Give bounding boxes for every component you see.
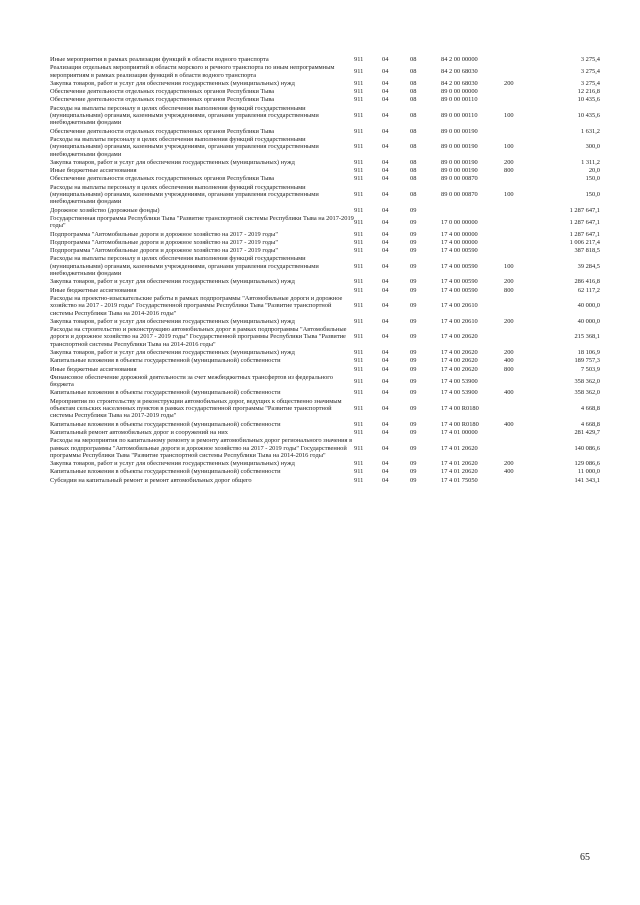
expense-type-cell: 200 — [504, 158, 514, 166]
subsection-code-cell: 08 — [410, 158, 417, 166]
expense-name-cell: Расходы на проектно-изыскательские работы в рамках подпрограммы "Автомобильные дороги и дорожное хозяйство на 2017 - 2019 годы" Государственной программы Республики Тыва "Развитие транспортной системы Республики Тыва на 2014-2016 годы" — [50, 294, 343, 317]
subsection-code-cell: 09 — [410, 278, 417, 286]
amount-cell: 1 631,2 — [580, 127, 600, 135]
subsection-code-cell: 09 — [410, 377, 417, 385]
expense-type-cell: 400 — [504, 420, 514, 428]
section-code-cell: 04 — [382, 278, 389, 286]
table-row — [50, 278, 600, 286]
expense-name-cell: Иные бюджетные ассигнования — [50, 286, 137, 294]
target-article-cell: 17 4 00 00590 — [441, 278, 478, 286]
table-row — [50, 318, 600, 326]
expense-name-cell: Расходы на мероприятия по капитальному ремонту и ремонту автомобильных дорог регионального значения в рамках подпрограммы "Автомобильные дороги и дорожное хозяйство на 2017 - 2019 годы" Государственной программы Республики Тыва "Развитие транспортной системы Республики Тыва на 2014-2016 годы" — [50, 437, 353, 459]
expense-name-cell: Иные мероприятия в рамках реализации функций в области водного транспорта — [50, 56, 269, 63]
table-row — [50, 167, 600, 175]
subsection-code-cell: 09 — [410, 302, 417, 310]
amount-cell: 215 368,1 — [574, 333, 600, 341]
target-article-cell: 17 4 00 00000 — [441, 230, 478, 238]
amount-cell: 189 757,3 — [574, 357, 600, 365]
section-code-cell: 04 — [382, 476, 389, 484]
target-article-cell: 89 0 00 00870 — [441, 191, 478, 199]
subsection-code-cell: 08 — [410, 56, 417, 63]
expense-name-cell: Государственная программа Республики Тыва "Развитие транспортной системы Республики Тыва на 2017-2019 годы" — [50, 214, 354, 230]
expense-name-cell: Закупка товаров, работ и услуг для обеспечения государственных (муниципальных) нужд — [50, 158, 295, 166]
target-article-cell: 89 0 00 00190 — [441, 127, 478, 135]
department-code-cell: 911 — [354, 348, 364, 356]
subsection-code-cell: 08 — [410, 175, 417, 183]
section-code-cell: 04 — [382, 56, 389, 63]
expense-name-cell: Закупка товаров, работ и услуг для обеспечения государственных (муниципальных) нужд — [50, 278, 295, 286]
subsection-code-cell: 09 — [410, 405, 417, 413]
department-code-cell: 911 — [354, 428, 364, 436]
table-row — [50, 287, 600, 295]
expense-type-cell — [504, 96, 540, 104]
target-article-cell: 17 4 00 20620 — [441, 333, 478, 341]
expense-name-cell: Обеспечение деятельности отдельных государственных органов Республики Тыва — [50, 88, 275, 96]
department-code-cell: 911 — [354, 278, 364, 286]
expense-name-cell: Капитальные вложения в объекты государственной (муниципальной) собственности — [50, 389, 281, 397]
section-code-cell: 04 — [382, 420, 389, 428]
target-article-cell: 89 0 00 00190 — [441, 167, 478, 175]
subsection-code-cell: 09 — [410, 218, 417, 226]
target-article-cell: 17 4 00 20610 — [441, 317, 478, 325]
table-row — [50, 366, 600, 374]
target-article-cell: 17 4 01 20620 — [441, 460, 478, 468]
target-article-cell: 17 4 00 R0180 — [441, 420, 479, 428]
subsection-code-cell: 08 — [410, 88, 417, 96]
department-code-cell: 911 — [354, 460, 364, 468]
table-row — [50, 207, 600, 215]
section-code-cell: 04 — [382, 191, 389, 199]
expense-name-cell: Расходы на выплаты персоналу в целях обеспечения выполнения функций государственными (муниципальными) органами, казенными учреждениями, органами управления государственными внебюджетными фондами — [50, 183, 319, 206]
target-article-cell: 84 2 00 68030 — [441, 79, 478, 87]
amount-cell: 358 362,0 — [574, 389, 600, 397]
subsection-code-cell: 09 — [410, 468, 417, 476]
subsection-code-cell: 09 — [410, 206, 417, 214]
expense-type-cell — [504, 56, 540, 64]
section-code-cell: 04 — [382, 357, 389, 365]
expense-type-cell — [504, 326, 540, 349]
table-row — [50, 326, 600, 349]
target-article-cell: 17 4 00 00000 — [441, 238, 478, 246]
amount-cell: 286 416,8 — [574, 278, 600, 286]
expense-type-cell: 400 — [504, 468, 514, 476]
section-code-cell: 04 — [382, 405, 389, 413]
target-article-cell: 17 4 00 R0180 — [441, 405, 479, 413]
section-code-cell: 04 — [382, 143, 389, 151]
expense-type-cell: 200 — [504, 278, 514, 286]
amount-cell: 40 000,0 — [577, 317, 600, 325]
table-row — [50, 389, 600, 397]
department-code-cell: 911 — [354, 112, 364, 120]
amount-cell: 10 435,6 — [577, 112, 600, 120]
department-code-cell: 911 — [354, 127, 364, 135]
section-code-cell: 04 — [382, 79, 389, 87]
table-row — [50, 357, 600, 365]
subsection-code-cell: 08 — [410, 79, 417, 87]
amount-cell: 387 818,5 — [574, 247, 600, 255]
target-article-cell: 84 2 00 00000 — [441, 56, 478, 63]
expense-type-cell — [504, 88, 540, 96]
subsection-code-cell: 09 — [410, 286, 417, 294]
amount-cell: 150,0 — [585, 175, 600, 183]
department-code-cell: 911 — [354, 175, 364, 183]
amount-cell: 1 311,2 — [581, 158, 600, 166]
table-row — [50, 468, 600, 476]
target-article-cell: 17 4 00 20620 — [441, 348, 478, 356]
section-code-cell: 04 — [382, 317, 389, 325]
subsection-code-cell: 09 — [410, 262, 417, 270]
amount-cell: 141 343,1 — [574, 476, 600, 484]
department-code-cell: 911 — [354, 238, 364, 246]
expense-type-cell: 200 — [504, 348, 514, 356]
expense-type-cell — [504, 239, 540, 247]
expense-name-cell: Расходы на выплаты персоналу в целях обеспечения выполнения функций государственными (муниципальными) органами, казенными учреждениями, органами управления государственными внебюджетными фондами — [50, 104, 319, 127]
expense-name-cell: Субсидии на капитальный ремонт и ремонт автомобильных дорог общего — [50, 476, 252, 484]
budget-table — [50, 56, 600, 485]
department-code-cell: 911 — [354, 247, 364, 255]
table-row — [50, 159, 600, 167]
table-row — [50, 128, 600, 136]
subsection-code-cell: 09 — [410, 444, 417, 452]
budget-rows — [50, 56, 600, 485]
table-row — [50, 295, 600, 318]
subsection-code-cell: 08 — [410, 191, 417, 199]
section-code-cell: 04 — [382, 365, 389, 373]
department-code-cell: 911 — [354, 158, 364, 166]
table-row — [50, 374, 600, 390]
target-article-cell: 17 0 00 00000 — [441, 218, 478, 226]
amount-cell: 7 503,9 — [580, 365, 600, 373]
target-article-cell: 17 4 00 20620 — [441, 357, 478, 365]
department-code-cell: 911 — [354, 230, 364, 238]
expense-name-cell: Расходы на строительство и реконструкцию автомобильных дорог в рамках подпрограммы "Автомобильные дороги и дорожное хозяйство на 2017 - 2019 годы" Государственной программы Республики Тыва "Развитие транспортной системы Республики Тыва на 2014-2016 годы" — [50, 326, 347, 348]
expense-type-cell — [504, 247, 540, 255]
section-code-cell: 04 — [382, 333, 389, 341]
target-article-cell: 17 4 01 75050 — [441, 476, 478, 484]
amount-cell: 40 000,0 — [577, 302, 600, 310]
section-code-cell: 04 — [382, 230, 389, 238]
table-row — [50, 421, 600, 429]
expense-name-cell: Финансовое обеспечение дорожной деятельности за счет межбюджетных трансфертов из федерального бюджета — [50, 373, 333, 389]
department-code-cell: 911 — [354, 191, 364, 199]
expense-type-cell — [504, 231, 540, 239]
expense-name-cell: Капитальные вложения в объекты государственной (муниципальной) собственности — [50, 468, 281, 476]
expense-name-cell: Капитальные вложения в объекты государственной (муниципальной) собственности — [50, 420, 281, 428]
amount-cell: 1 287 647,1 — [569, 218, 600, 226]
target-article-cell: 17 4 00 20620 — [441, 365, 478, 373]
expense-name-cell: Подпрограмма "Автомобильные дороги и дорожное хозяйство на 2017 - 2019 годы" — [50, 230, 278, 238]
expense-type-cell: 800 — [504, 365, 514, 373]
table-row — [50, 239, 600, 247]
table-row — [50, 460, 600, 468]
expense-type-cell: 800 — [504, 167, 514, 175]
subsection-code-cell: 09 — [410, 357, 417, 365]
department-code-cell: 911 — [354, 262, 364, 270]
department-code-cell: 911 — [354, 96, 364, 104]
department-code-cell: 911 — [354, 206, 364, 214]
amount-cell: 20,0 — [588, 167, 600, 175]
amount-cell: 62 117,2 — [577, 286, 600, 294]
expense-name-cell: Закупка товаров, работ и услуг для обеспечения государственных (муниципальных) нужд — [50, 460, 295, 468]
expense-name-cell: Капитальные вложения в объекты государственной (муниципальной) собственности — [50, 357, 281, 365]
department-code-cell: 911 — [354, 333, 364, 341]
amount-cell: 129 086,6 — [574, 460, 600, 468]
table-row — [50, 105, 600, 128]
target-article-cell: 17 4 00 00590 — [441, 286, 478, 294]
table-row — [50, 184, 600, 207]
expense-name-cell: Дорожное хозяйство (дорожные фонды) — [50, 206, 160, 214]
expense-type-cell: 400 — [504, 357, 514, 365]
department-code-cell: 911 — [354, 444, 364, 452]
section-code-cell: 04 — [382, 460, 389, 468]
section-code-cell: 04 — [382, 96, 389, 104]
target-article-cell: 89 0 00 00110 — [441, 96, 478, 104]
table-row — [50, 215, 600, 231]
section-code-cell: 04 — [382, 389, 389, 397]
expense-type-cell — [504, 295, 540, 318]
table-row — [50, 477, 600, 485]
section-code-cell: 04 — [382, 88, 389, 96]
expense-type-cell: 200 — [504, 317, 514, 325]
target-article-cell: 17 4 01 20620 — [441, 444, 478, 452]
target-article-cell: 17 4 01 20620 — [441, 468, 478, 476]
expense-name-cell: Подпрограмма "Автомобильные дороги и дорожное хозяйство на 2017 - 2019 годы" — [50, 247, 278, 255]
table-row — [50, 398, 600, 421]
expense-type-cell — [504, 207, 540, 215]
target-article-cell: 17 4 01 00000 — [441, 428, 478, 436]
table-row — [50, 80, 600, 88]
target-article-cell: 17 4 00 00590 — [441, 262, 478, 270]
expense-name-cell: Обеспечение деятельности отдельных государственных органов Республики Тыва — [50, 127, 275, 135]
expense-name-cell: Иные бюджетные ассигнования — [50, 167, 137, 175]
department-code-cell: 911 — [354, 56, 364, 63]
amount-cell: 3 275,4 — [580, 67, 600, 75]
department-code-cell: 911 — [354, 468, 364, 476]
table-row — [50, 56, 600, 64]
table-row — [50, 136, 600, 159]
expense-type-cell — [504, 477, 540, 485]
amount-cell: 3 275,4 — [580, 56, 600, 63]
subsection-code-cell: 09 — [410, 476, 417, 484]
amount-cell: 12 216,8 — [577, 88, 600, 96]
department-code-cell: 911 — [354, 218, 364, 226]
target-article-cell — [441, 207, 504, 215]
expense-type-cell: 100 — [504, 191, 514, 199]
subsection-code-cell: 09 — [410, 365, 417, 373]
target-article-cell: 84 2 00 68030 — [441, 67, 478, 75]
subsection-code-cell: 08 — [410, 67, 417, 75]
target-article-cell: 89 0 00 00110 — [441, 112, 478, 120]
expense-name-cell: Закупка товаров, работ и услуг для обеспечения государственных (муниципальных) нужд — [50, 79, 295, 87]
expense-type-cell: 400 — [504, 389, 514, 397]
subsection-code-cell: 09 — [410, 317, 417, 325]
table-row — [50, 64, 600, 80]
section-code-cell: 04 — [382, 206, 389, 214]
section-code-cell: 04 — [382, 112, 389, 120]
department-code-cell: 911 — [354, 67, 364, 75]
department-code-cell: 911 — [354, 377, 364, 385]
amount-cell: 1 006 217,4 — [569, 238, 600, 246]
table-row — [50, 255, 600, 278]
target-article-cell: 17 4 00 53900 — [441, 377, 478, 385]
expense-name-cell: Обеспечение деятельности отдельных государственных органов Республики Тыва — [50, 175, 275, 183]
target-article-cell: 89 0 00 00190 — [441, 143, 478, 151]
expense-name-cell: Обеспечение деятельности отдельных государственных органов Республики Тыва — [50, 96, 275, 104]
department-code-cell: 911 — [354, 476, 364, 484]
amount-cell: 300,0 — [585, 143, 600, 151]
target-article-cell: 17 4 00 20610 — [441, 302, 478, 310]
expense-type-cell: 100 — [504, 262, 514, 270]
department-code-cell: 911 — [354, 167, 364, 175]
amount-cell: 1 287 647,1 — [569, 206, 600, 214]
subsection-code-cell: 09 — [410, 389, 417, 397]
table-row — [50, 231, 600, 239]
expense-type-cell — [504, 128, 540, 136]
table-row — [50, 247, 600, 255]
expense-name-cell: Расходы на выплаты персоналу в целях обеспечения выполнения функций государственными (муниципальными) органами, казенными учреждениями, органами управления государственными внебюджетными фондами — [50, 135, 319, 158]
subsection-code-cell: 08 — [410, 112, 417, 120]
amount-cell: 4 668,8 — [580, 420, 600, 428]
section-code-cell: 04 — [382, 158, 389, 166]
expense-name-cell: Реализация отдельных мероприятий в области морского и речного транспорта по иным непрограммным мероприятиям в рамках реализации функций в области водного транспорта — [50, 64, 335, 79]
department-code-cell: 911 — [354, 143, 364, 151]
expense-name-cell: Расходы на выплаты персоналу в целях обеспечения выполнения функций государственными (муниципальными) органами, казенными учреждениями, органами управления государственными внебюджетными фондами — [50, 255, 319, 278]
department-code-cell: 911 — [354, 357, 364, 365]
amount-cell: 4 668,8 — [580, 405, 600, 413]
expense-type-cell — [504, 374, 540, 390]
section-code-cell: 04 — [382, 302, 389, 310]
amount-cell: 140 086,6 — [574, 444, 600, 452]
amount-cell: 358 362,0 — [574, 377, 600, 385]
subsection-code-cell: 08 — [410, 127, 417, 135]
expense-type-cell — [504, 215, 540, 231]
amount-cell: 10 435,6 — [577, 96, 600, 104]
table-row — [50, 96, 600, 104]
department-code-cell: 911 — [354, 389, 364, 397]
department-code-cell: 911 — [354, 88, 364, 96]
section-code-cell: 04 — [382, 167, 389, 175]
table-row — [50, 175, 600, 183]
page-number: 65 — [580, 852, 590, 863]
amount-cell: 11 000,0 — [577, 468, 600, 476]
expense-name-cell: Закупка товаров, работ и услуг для обеспечения государственных (муниципальных) нужд — [50, 348, 295, 356]
expense-type-cell — [504, 64, 540, 80]
department-code-cell: 911 — [354, 317, 364, 325]
section-code-cell: 04 — [382, 238, 389, 246]
amount-cell: 3 275,4 — [580, 79, 600, 87]
department-code-cell: 911 — [354, 302, 364, 310]
subsection-code-cell: 09 — [410, 238, 417, 246]
expense-type-cell: 800 — [504, 286, 514, 294]
expense-type-cell — [504, 437, 540, 460]
expense-name-cell: Капитальный ремонт автомобильных дорог и сооружений на них — [50, 428, 228, 436]
expense-type-cell — [504, 398, 540, 421]
section-code-cell: 04 — [382, 444, 389, 452]
section-code-cell: 04 — [382, 67, 389, 75]
section-code-cell: 04 — [382, 247, 389, 255]
target-article-cell: 89 0 00 00190 — [441, 158, 478, 166]
table-row — [50, 437, 600, 460]
target-article-cell: 17 4 00 00590 — [441, 247, 478, 255]
subsection-code-cell: 09 — [410, 333, 417, 341]
table-row — [50, 349, 600, 357]
department-code-cell: 911 — [354, 365, 364, 373]
expense-name-cell: Закупка товаров, работ и услуг для обеспечения государственных (муниципальных) нужд — [50, 317, 295, 325]
amount-cell: 1 287 647,1 — [569, 230, 600, 238]
subsection-code-cell: 09 — [410, 460, 417, 468]
department-code-cell: 911 — [354, 286, 364, 294]
subsection-code-cell: 09 — [410, 428, 417, 436]
expense-type-cell: 100 — [504, 143, 514, 151]
expense-type-cell: 200 — [504, 460, 514, 468]
amount-cell: 150,0 — [585, 191, 600, 199]
target-article-cell: 17 4 00 53900 — [441, 389, 478, 397]
subsection-code-cell: 08 — [410, 143, 417, 151]
section-code-cell: 04 — [382, 218, 389, 226]
department-code-cell: 911 — [354, 79, 364, 87]
section-code-cell: 04 — [382, 175, 389, 183]
department-code-cell: 911 — [354, 420, 364, 428]
target-article-cell: 89 0 00 00000 — [441, 88, 478, 96]
subsection-code-cell: 09 — [410, 230, 417, 238]
subsection-code-cell: 09 — [410, 420, 417, 428]
section-code-cell: 04 — [382, 348, 389, 356]
table-row — [50, 429, 600, 437]
expense-name-cell: Иные бюджетные ассигнования — [50, 365, 137, 373]
amount-cell: 18 106,9 — [577, 348, 600, 356]
section-code-cell: 04 — [382, 468, 389, 476]
subsection-code-cell: 08 — [410, 96, 417, 104]
expense-type-cell: 200 — [504, 79, 514, 87]
subsection-code-cell: 09 — [410, 247, 417, 255]
department-code-cell: 911 — [354, 405, 364, 413]
section-code-cell: 04 — [382, 286, 389, 294]
expense-name-cell: Мероприятия по строительству и реконструкции автомобильных дорог, ведущих к общественно значимым объектам сельских населенных пунктов в рамках государственной программы "Развитие транспортной системы Республики Тыва на 2017-2019 годы" — [50, 397, 342, 420]
subsection-code-cell: 08 — [410, 167, 417, 175]
amount-cell: 39 284,5 — [577, 262, 600, 270]
expense-type-cell: 100 — [504, 112, 514, 120]
section-code-cell: 04 — [382, 127, 389, 135]
section-code-cell: 04 — [382, 377, 389, 385]
expense-type-cell — [504, 175, 540, 183]
target-article-cell: 89 0 00 00870 — [441, 175, 478, 183]
section-code-cell: 04 — [382, 428, 389, 436]
section-code-cell: 04 — [382, 262, 389, 270]
expense-type-cell — [504, 429, 540, 437]
subsection-code-cell: 09 — [410, 348, 417, 356]
amount-cell: 281 429,7 — [574, 428, 600, 436]
expense-name-cell: Подпрограмма "Автомобильные дороги и дорожное хозяйство на 2017 - 2019 годы" — [50, 238, 278, 246]
table-row — [50, 88, 600, 96]
